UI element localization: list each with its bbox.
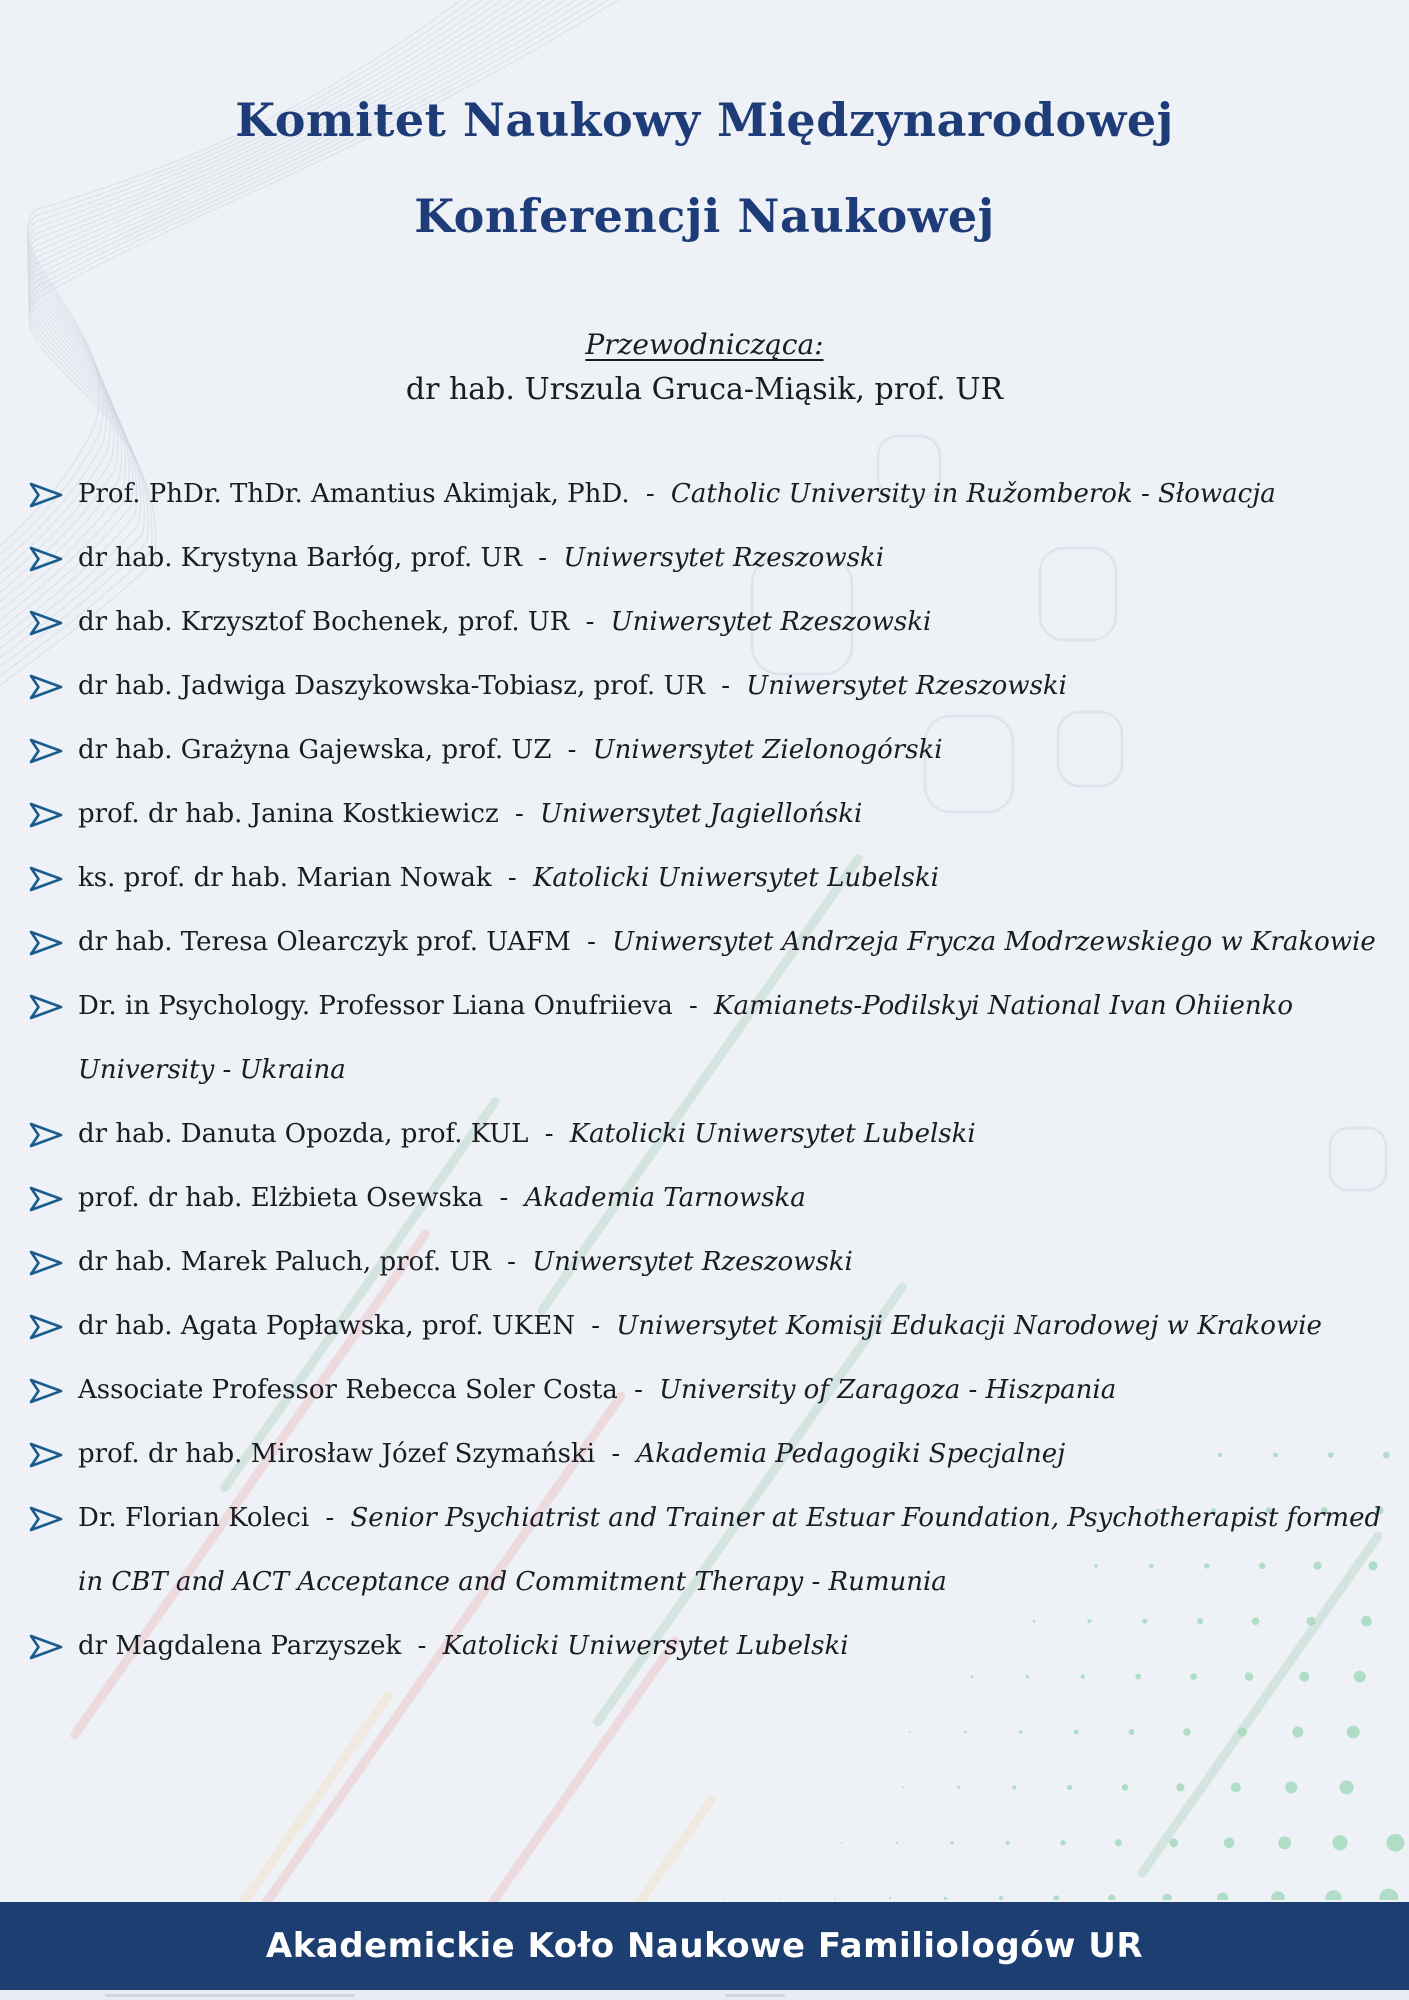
arrow-bullet-icon: [28, 609, 64, 637]
chair-name: dr hab. Urszula Gruca-Miąsik, prof. UR: [405, 372, 1004, 407]
member-text: [78, 1422, 1065, 1486]
footer-smudge: [105, 1994, 355, 1997]
arrow-bullet-icon: [28, 993, 64, 1021]
list-item: [28, 718, 1395, 782]
separator: -: [567, 735, 577, 765]
separator: -: [634, 1375, 643, 1405]
separator: -: [645, 479, 655, 509]
separator: -: [417, 1631, 427, 1661]
member-name: Dr. in Psychology. Professor Liana Onufriieva: [78, 991, 673, 1021]
arrow-bullet-icon: [28, 545, 64, 573]
list-item: [28, 974, 1395, 1102]
member-affiliation: Uniwersytet Rzeszowski: [563, 543, 885, 573]
list-item: [28, 782, 1395, 846]
separator: -: [585, 607, 595, 637]
arrow-bullet-icon: [28, 929, 64, 957]
member-affiliation: Katolicki Uniwersytet Lubelski: [442, 1631, 849, 1661]
member-text: [78, 910, 1376, 974]
arrow-bullet-icon: [28, 1121, 64, 1149]
page-title: [0, 72, 1409, 264]
list-item: [28, 1614, 1395, 1678]
separator: -: [721, 671, 731, 701]
member-affiliation: Uniwersytet Andrzeja Frycza Modrzewskiego w Krakowie: [612, 927, 1376, 957]
member-name: dr hab. Grażyna Gajewska, prof. UZ: [78, 735, 552, 765]
member-name: Prof. PhDr. ThDr. Amantius Akimjak, PhD.: [78, 479, 630, 509]
member-text: [78, 526, 884, 590]
member-affiliation: Uniwersytet Zielonogórski: [592, 735, 943, 765]
member-text: [78, 1230, 853, 1294]
bottom-strip: [0, 1990, 1409, 2000]
separator: -: [325, 1503, 335, 1533]
member-affiliation: Akademia Tarnowska: [524, 1183, 806, 1213]
list-item: [28, 462, 1395, 526]
member-affiliation: Uniwersytet Komisji Edukacji Narodowej w Krakowie: [616, 1311, 1322, 1341]
member-text: [78, 846, 939, 910]
member-text: [78, 1102, 976, 1166]
member-text: [78, 654, 1067, 718]
separator: -: [688, 991, 698, 1021]
list-item: [28, 846, 1395, 910]
list-item: [28, 1294, 1395, 1358]
separator: -: [507, 863, 517, 893]
chair-section: [0, 325, 1409, 411]
member-name: dr hab. Agata Popławska, prof. UKEN: [78, 1311, 575, 1341]
arrow-bullet-icon: [28, 1505, 64, 1533]
member-text: [78, 1486, 1395, 1614]
member-name: ks. prof. dr hab. Marian Nowak: [78, 863, 492, 893]
member-name: prof. dr hab. Janina Kostkiewicz: [78, 799, 499, 829]
arrow-bullet-icon: [28, 865, 64, 893]
member-affiliation: Senior Psychiatrist and Trainer at Estuar Foundation, Psychotherapist formed in CBT and ACT Acceptance and Commitment Therapy - Rumunia: [78, 1503, 1382, 1597]
page-title-line1: Komitet Naukowy Międzynarodowej: [235, 93, 1174, 147]
member-text: [78, 590, 931, 654]
arrow-bullet-icon: [28, 1633, 64, 1661]
committee-list: [28, 462, 1395, 1678]
member-name: dr hab. Jadwiga Daszykowska-Tobiasz, prof. UR: [78, 671, 705, 701]
member-text: [78, 718, 943, 782]
list-item: [28, 1166, 1395, 1230]
member-text: [78, 1614, 849, 1678]
list-item: [28, 1422, 1395, 1486]
page-title-line2: Konferencji Naukowej: [414, 189, 995, 243]
member-text: [78, 462, 1276, 526]
member-name: Dr. Florian Koleci: [78, 1503, 310, 1533]
arrow-bullet-icon: [28, 481, 64, 509]
member-name: dr hab. Teresa Olearczyk prof. UAFM: [78, 927, 571, 957]
separator: -: [587, 927, 596, 957]
member-text: [78, 1358, 1116, 1422]
member-name: prof. dr hab. Elżbieta Osewska: [78, 1183, 484, 1213]
member-affiliation: Akademia Pedagogiki Specjalnej: [636, 1439, 1066, 1469]
separator: -: [611, 1439, 621, 1469]
arrow-bullet-icon: [28, 1249, 64, 1277]
separator: -: [514, 799, 524, 829]
list-item: [28, 526, 1395, 590]
arrow-bullet-icon: [28, 1185, 64, 1213]
member-affiliation: Kamianets-Podilskyi National Ivan Ohiienko University - Ukraina: [78, 991, 1294, 1085]
list-item: [28, 910, 1395, 974]
separator: -: [544, 1119, 554, 1149]
list-item: [28, 590, 1395, 654]
footer-text: Akademickie Koło Naukowe Familiologów UR: [265, 1926, 1144, 1966]
arrow-bullet-icon: [28, 737, 64, 765]
member-name: dr Magdalena Parzyszek: [78, 1631, 402, 1661]
footer-smudge: [725, 1994, 785, 1997]
list-item: [28, 1102, 1395, 1166]
separator: -: [499, 1183, 509, 1213]
list-item: [28, 1486, 1395, 1614]
member-text: [78, 782, 862, 846]
member-name: dr hab. Marek Paluch, prof. UR: [78, 1247, 491, 1277]
member-affiliation: University of Zaragoza - Hiszpania: [659, 1375, 1117, 1405]
member-name: Associate Professor Rebecca Soler Costa: [78, 1375, 618, 1405]
member-name: dr hab. Krzysztof Bochenek, prof. UR: [78, 607, 570, 637]
member-affiliation: Uniwersytet Rzeszowski: [532, 1247, 853, 1277]
member-affiliation: Uniwersytet Rzeszowski: [610, 607, 932, 637]
member-name: dr hab. Danuta Opozda, prof. KUL: [78, 1119, 529, 1149]
arrow-bullet-icon: [28, 801, 64, 829]
chair-heading: Przewodnicząca:: [585, 328, 824, 361]
separator: -: [538, 543, 548, 573]
member-name: dr hab. Krystyna Barłóg, prof. UR: [78, 543, 523, 573]
member-affiliation: Uniwersytet Jagielloński: [540, 799, 863, 829]
arrow-bullet-icon: [28, 1441, 64, 1469]
member-affiliation: Catholic University in Ružomberok - Słowacja: [670, 479, 1276, 509]
member-text: [78, 1294, 1322, 1358]
arrow-bullet-icon: [28, 1313, 64, 1341]
list-item: [28, 654, 1395, 718]
separator: -: [507, 1247, 516, 1277]
member-affiliation: Uniwersytet Rzeszowski: [746, 671, 1067, 701]
member-affiliation: Katolicki Uniwersytet Lubelski: [532, 863, 939, 893]
arrow-bullet-icon: [28, 673, 64, 701]
list-item: [28, 1358, 1395, 1422]
list-item: [28, 1230, 1395, 1294]
member-text: [78, 974, 1395, 1102]
arrow-bullet-icon: [28, 1377, 64, 1405]
footer-bar: [0, 1902, 1409, 1990]
member-affiliation: Katolicki Uniwersytet Lubelski: [569, 1119, 976, 1149]
member-text: [78, 1166, 806, 1230]
member-name: prof. dr hab. Mirosław Józef Szymański: [78, 1439, 596, 1469]
separator: -: [591, 1311, 601, 1341]
